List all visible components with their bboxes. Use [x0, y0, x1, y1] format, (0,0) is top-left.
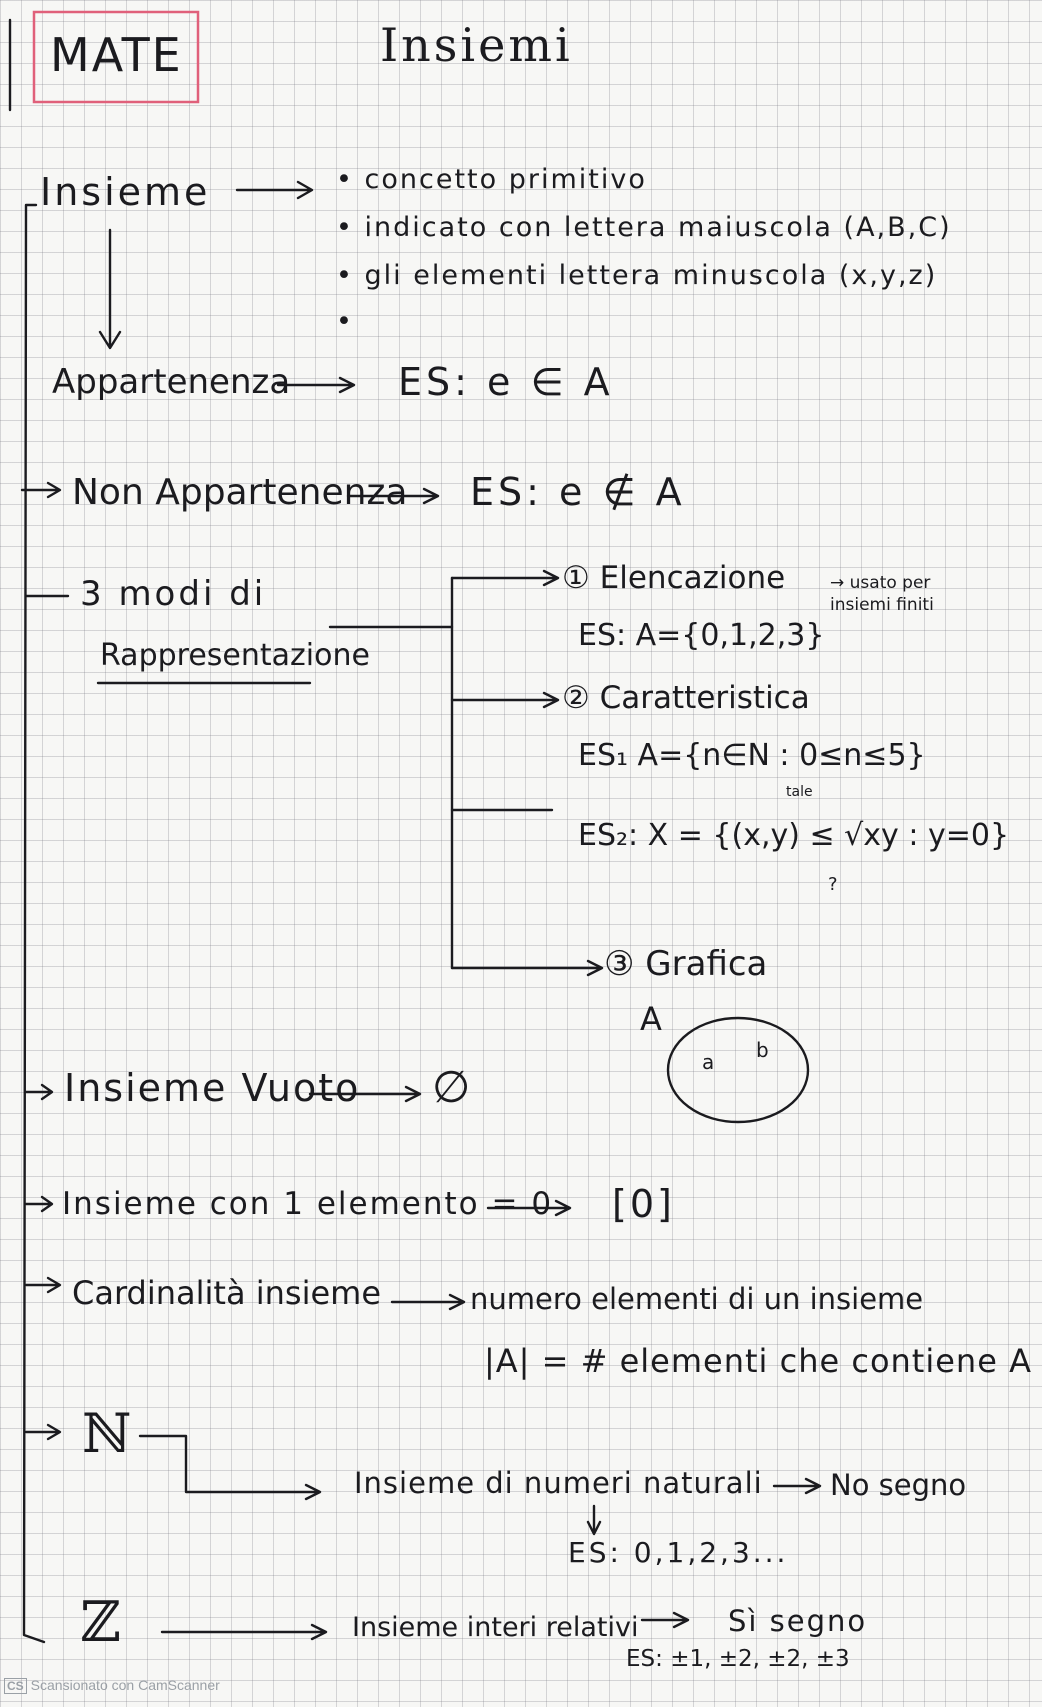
arrow-interi: [162, 1625, 326, 1639]
set-diagram: [668, 1018, 808, 1122]
page-title: Insiemi: [380, 18, 573, 72]
interi-example: ES: ±1, ±2, ±2, ±3: [626, 1646, 850, 1672]
bullet-2-text: indicato con lettera maiuscola (A,B,C): [364, 212, 952, 243]
arrow-mode-2: [452, 693, 558, 707]
set-element-a: a: [702, 1050, 715, 1074]
set-label: A: [640, 1000, 662, 1038]
vuoto-label: Insieme Vuoto: [64, 1066, 361, 1110]
bullet-1: • concetto primitivo: [336, 164, 647, 195]
branch-non-appartenenza: [22, 483, 60, 497]
cardinalita-formula: |A| = # elementi che contiene A: [484, 1342, 1032, 1380]
bullet-4: •: [336, 306, 352, 337]
appartenenza-example: ES: e ∈ A: [398, 360, 614, 404]
branch-vuoto: [26, 1085, 52, 1099]
annotation-question: ?: [828, 874, 838, 895]
arrow-naturali: [140, 1436, 320, 1499]
non-appartenenza-example: ES: e ∉ A: [470, 470, 686, 514]
rappresentazione-label: Rappresentazione: [100, 638, 370, 673]
bullet-2: • indicato con lettera maiuscola (A,B,C): [336, 212, 952, 243]
annotation-tale: tale: [786, 784, 813, 800]
insieme-label: Insieme: [40, 170, 211, 214]
appartenenza-label: Appartenenza: [52, 362, 291, 402]
arrow-cardinalita: [392, 1295, 464, 1309]
naturali-description: Insieme di numeri naturali: [354, 1466, 763, 1500]
camscanner-text: Scansionato con CamScanner: [30, 1677, 220, 1693]
left-spine: [24, 205, 44, 1642]
interi-description: Insieme interi relativi: [352, 1612, 639, 1643]
elencazione-example: ES: A={0,1,2,3}: [578, 618, 825, 653]
arrow-mode-3: [452, 961, 602, 975]
bullet-3-text: gli elementi lettera minuscola (x,y,z): [364, 260, 938, 291]
mode-elencazione: ① Elencazione: [562, 560, 786, 596]
bullet-1-text: concetto primitivo: [364, 164, 647, 195]
modi-label: 3 modi di: [80, 574, 267, 614]
subject-label: MATE: [50, 28, 183, 82]
interi-sign: Sì segno: [728, 1604, 868, 1638]
caratteristica-example-1: ES₁ A={n∈N : 0≤n≤5}: [578, 738, 926, 773]
camscanner-footer: [4, 1677, 220, 1694]
interi-symbol: ℤ: [80, 1590, 121, 1655]
un-elemento-label: Insieme con 1 elemento = 0: [62, 1186, 554, 1222]
set-element-b: b: [756, 1038, 769, 1062]
naturali-symbol: ℕ: [82, 1402, 132, 1465]
naturali-example: ES: 0,1,2,3...: [568, 1536, 789, 1569]
naturali-sign: No segno: [830, 1468, 967, 1502]
vuoto-symbol: ∅: [432, 1062, 471, 1113]
non-appartenenza-label: Non Appartenenza: [72, 472, 408, 513]
cardinalita-label: Cardinalità insieme: [72, 1274, 382, 1312]
arrow-down: [100, 230, 120, 348]
branch-cardinalita: [26, 1278, 60, 1292]
bullet-3: • gli elementi lettera minuscola (x,y,z): [336, 260, 938, 291]
branch-naturali: [26, 1425, 60, 1439]
camscanner-badge: CS: [4, 1678, 27, 1694]
mode-caratteristica: ② Caratteristica: [562, 680, 810, 716]
arrow-no-segno: [774, 1479, 820, 1493]
cardinalita-definition: numero elementi di un insieme: [470, 1282, 924, 1316]
mode-grafica: ③ Grafica: [604, 944, 768, 984]
arrow-naturali-es: [588, 1506, 600, 1534]
arrow-insieme: [237, 182, 312, 198]
un-elemento-result: [0]: [612, 1182, 675, 1226]
arrow-mode-1: [452, 571, 558, 585]
caratteristica-example-2: ES₂: X = {(x,y) ≤ √xy : y=0}: [578, 818, 1010, 853]
elencazione-note: → usato per insiemi finiti: [830, 573, 934, 615]
arrow-si-segno: [642, 1613, 688, 1627]
branch-un-elemento: [26, 1197, 52, 1211]
